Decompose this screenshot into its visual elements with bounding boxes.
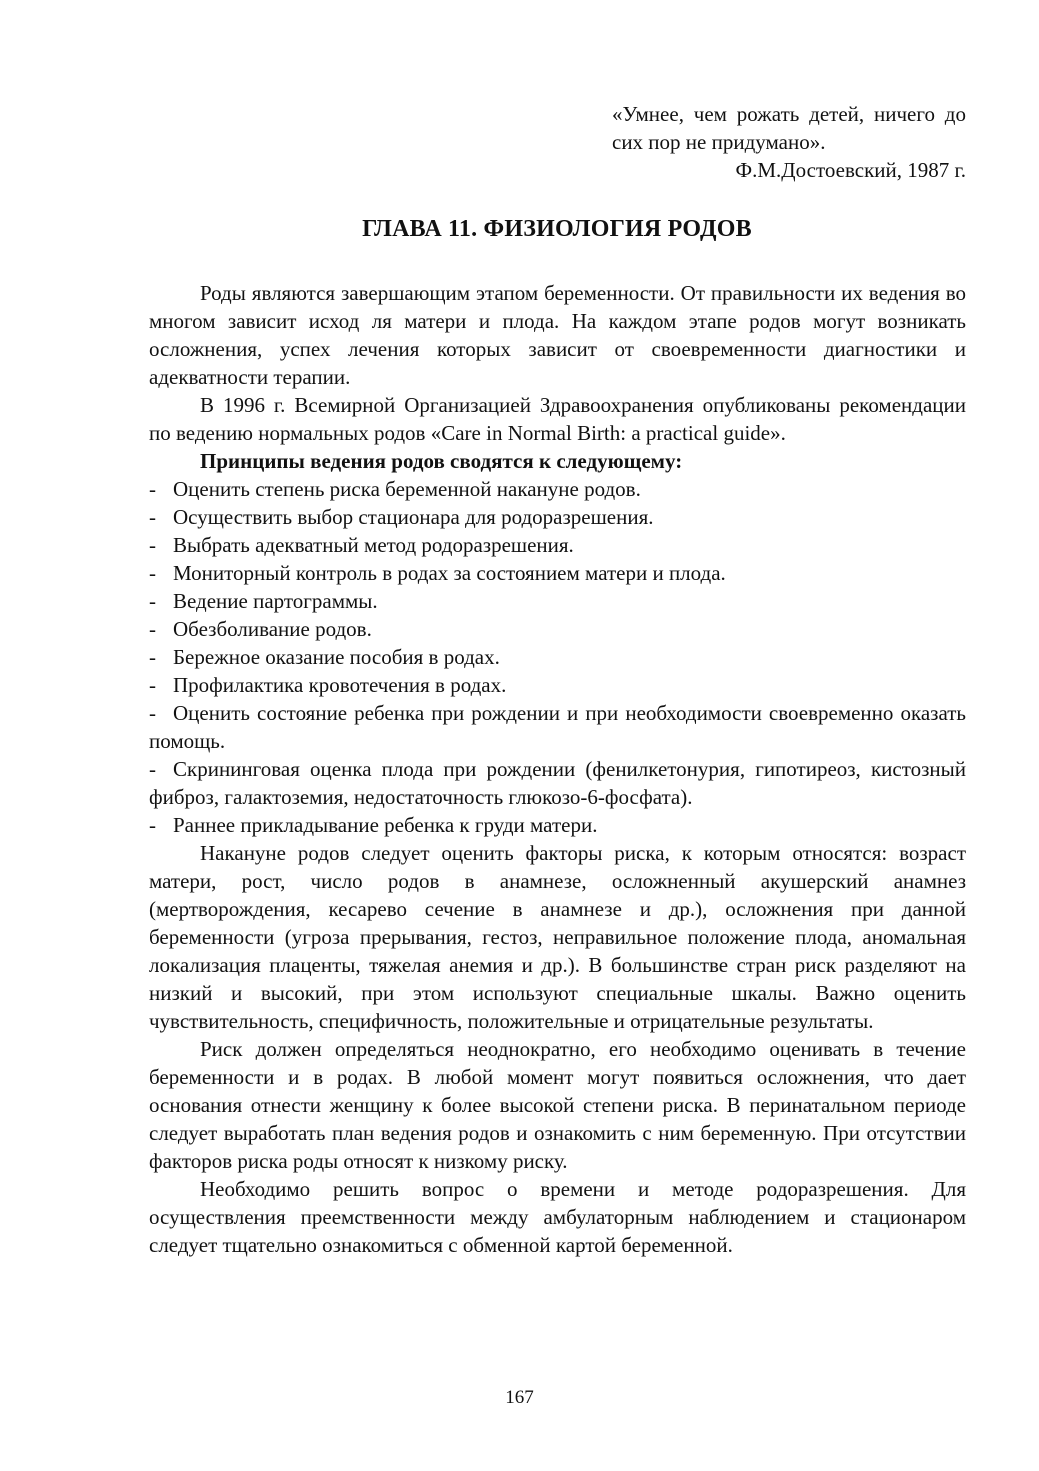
list-item (149, 671, 966, 699)
list-item-text: Мониторный контроль в родах за состоянием матери и плода. (173, 561, 726, 585)
epigraph (612, 100, 966, 184)
page-number: 167 (505, 1387, 534, 1408)
list-dash: - (149, 673, 156, 697)
list-item-text: Осуществить выбор стационара для родоразрешения. (173, 505, 654, 529)
list-item-text: Обезболивание родов. (173, 617, 372, 641)
paragraph-delivery-method: Необходимо решить вопрос о времени и методе родоразрешения. Для осуществления преемственности между амбулаторным наблюдением и стационаром следует тщательно ознакомиться с обменной картой беременной. (149, 1177, 966, 1257)
list-item (149, 503, 966, 531)
epigraph-quote: «Умнее, чем рожать детей, ничего до сих пор не придумано». (612, 102, 966, 154)
chapter-title: ГЛАВА 11. ФИЗИОЛОГИЯ РОДОВ (362, 216, 752, 242)
list-item (149, 531, 966, 559)
paragraph-risk-factors: Накануне родов следует оценить факторы риска, к которым относятся: возраст матери, рост, число родов в анамнезе, осложненный акушерский анамнез (мертворождения, кесарево сечение в анамнезе и др.), осложнения при данной беременности (угроза прерывания, гестоз, неправильное положение плода, аномальная локализация плаценты, тяжелая анемия и др.). В большинстве стран риск разделяют на низкий и высокий, при этом используют специальные шкалы. Важно оценить чувствительность, специфичность, положительные и отрицательные результаты. (149, 841, 966, 1033)
epigraph-author: Ф.М.Достоевский, 1987 г. (735, 158, 966, 182)
paragraph-risk-assessment: Риск должен определяться неоднократно, его необходимо оценивать в течение беременности и в родах. В любой момент могут появиться осложнения, что дает основания отнести женщину к более высокой степени риска. В перинатальном периоде следует выработать план ведения родов и ознакомить с ним беременную. При отсутствии факторов риска роды относят к низкому риску. (149, 1037, 966, 1173)
list-dash: - (149, 701, 156, 725)
list-dash: - (149, 813, 156, 837)
list-dash: - (149, 617, 156, 641)
list-item (149, 587, 966, 615)
list-item (149, 475, 966, 503)
paragraph-who-recommendations: В 1996 г. Всемирной Организацией Здравоохранения опубликованы рекомендации по ведению нормальных родов «Care in Normal Birth: a practical guide». (149, 393, 966, 445)
list-item-text: Скрининговая оценка плода при рождении (фенилкетонурия, гипотиреоз, кистозный фиброз, галактоземия, недостаточность глюкозо-6-фосфата). (149, 757, 966, 809)
list-item-text: Оценить состояние ребенка при рождении и при необходимости своевременно оказать помощь. (149, 701, 966, 753)
chapter-body (149, 279, 966, 1259)
list-item (149, 559, 966, 587)
list-item (149, 615, 966, 643)
list-dash: - (149, 645, 156, 669)
list-dash: - (149, 757, 156, 781)
principles-list (149, 475, 966, 839)
list-item-text: Выбрать адекватный метод родоразрешения. (173, 533, 574, 557)
list-item-text: Бережное оказание пособия в родах. (173, 645, 500, 669)
list-item-text: Раннее прикладывание ребенка к груди матери. (173, 813, 598, 837)
list-item-text: Профилактика кровотечения в родах. (173, 673, 507, 697)
paragraph-intro: Роды являются завершающим этапом беременности. От правильности их ведения во многом зависит исход ля матери и плода. На каждом этапе родов могут возникать осложнения, успех лечения которых зависит от своевременности диагностики и адекватности терапии. (149, 281, 966, 389)
list-item-text: Оценить степень риска беременной накануне родов. (173, 477, 641, 501)
list-dash: - (149, 533, 156, 557)
list-item (149, 755, 966, 811)
list-item (149, 699, 966, 755)
list-item-text: Ведение партограммы. (173, 589, 378, 613)
list-dash: - (149, 561, 156, 585)
list-dash: - (149, 589, 156, 613)
principles-heading: Принципы ведения родов сводятся к следующему: (200, 449, 683, 473)
list-item (149, 643, 966, 671)
list-dash: - (149, 505, 156, 529)
list-dash: - (149, 477, 156, 501)
list-item (149, 811, 966, 839)
